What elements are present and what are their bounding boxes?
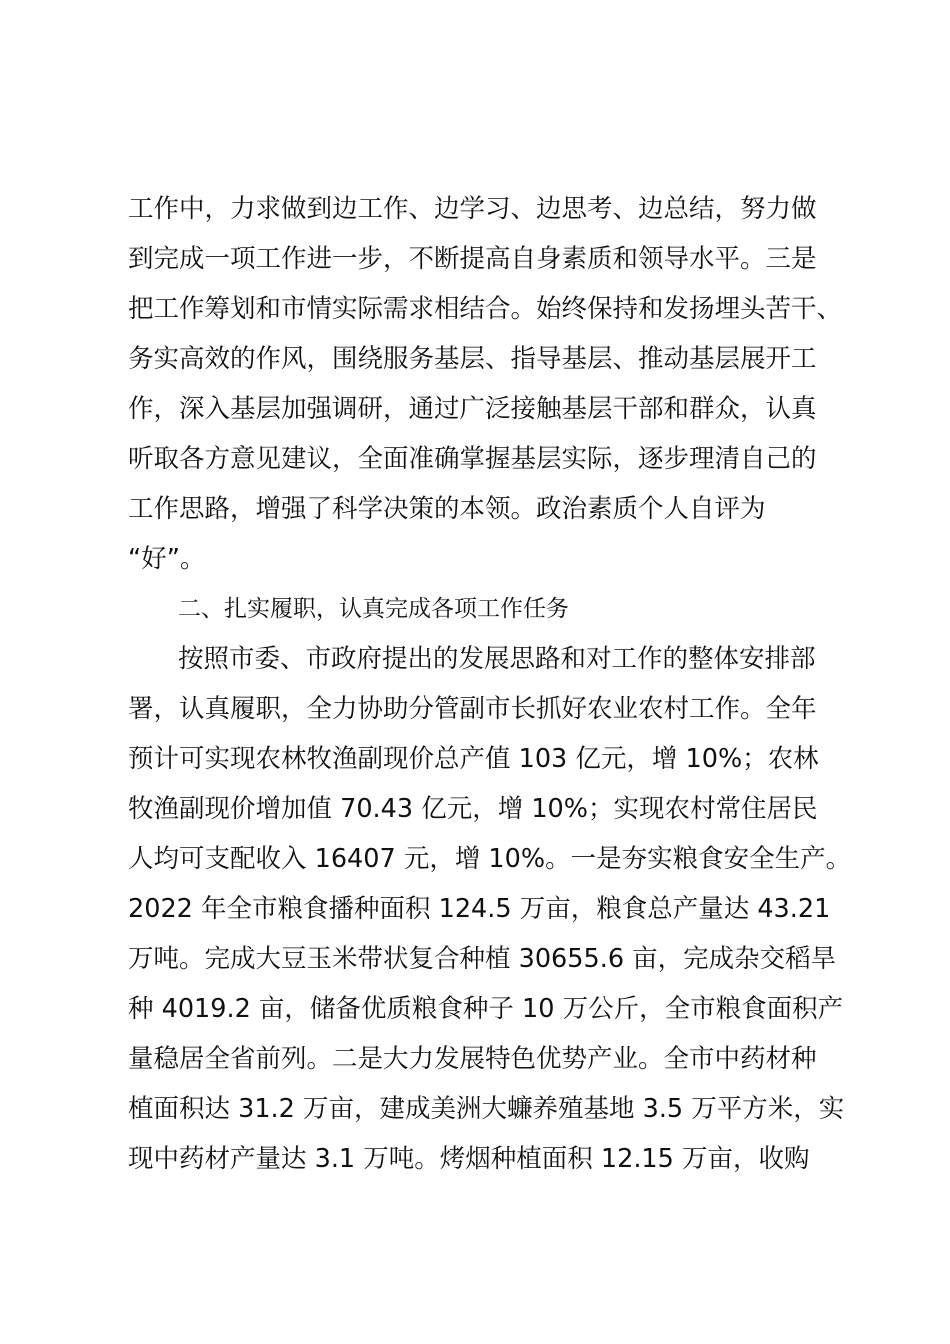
text-line: 万吨。完成大豆玉米带状复合种植 30655.6 亩，完成杂交稻旱 (128, 944, 837, 974)
text-line: 听取各方意见建议，全面准确掌握基层实际，逐步理清自己的 (128, 444, 817, 474)
text-line: 务实高效的作风，围绕服务基层、指导基层、推动基层展开工 (128, 344, 817, 374)
text-line: 植面积达 31.2 万亩，建成美洲大蠊养殖基地 3.5 万平方米，实 (128, 1094, 845, 1124)
text-line: 现中药材产量达 3.1 万吨。烤烟种植面积 12.15 万亩，收购 (128, 1144, 810, 1174)
paragraph-first-line: 按照市委、市政府提出的发展思路和对工作的整体安排部 (178, 644, 816, 674)
text-line: 2022 年全市粮食播种面积 124.5 万亩，粮食总产量达 43.21 (128, 894, 831, 924)
text-line: 工作思路，增强了科学决策的本领。政治素质个人自评为 (128, 494, 766, 524)
text-line: “好”。 (128, 544, 206, 574)
text-line: 预计可实现农林牧渔副现价总产值 103 亿元，增 10%；农林 (128, 744, 819, 774)
section-heading: 二、扎实履职，认真完成各项工作任务 (178, 596, 569, 622)
text-line: 到完成一项工作进一步，不断提高自身素质和领导水平。三是 (128, 244, 817, 274)
text-line: 牧渔副现价增加值 70.43 亿元，增 10%；实现农村常住居民 (128, 794, 818, 824)
text-line: 量稳居全省前列。二是大力发展特色优势产业。全市中药材种 (128, 1044, 817, 1074)
text-line: 种 4019.2 亩，储备优质粮食种子 10 万公斤，全市粮食面积产 (128, 994, 844, 1024)
text-line: 作，深入基层加强调研，通过广泛接触基层干部和群众，认真 (128, 394, 817, 424)
document-body (128, 184, 852, 1184)
text-line: 署，认真履职，全力协助分管副市长抓好农业农村工作。全年 (128, 694, 817, 724)
text-line: 人均可支配收入 16407 元，增 10%。一是夯实粮食安全生产。 (128, 844, 852, 874)
text-line: 工作中，力求做到边工作、边学习、边思考、边总结，努力做 (128, 194, 817, 224)
text-line: 把工作筹划和市情实际需求相结合。始终保持和发扬埋头苦干、 (128, 294, 843, 324)
